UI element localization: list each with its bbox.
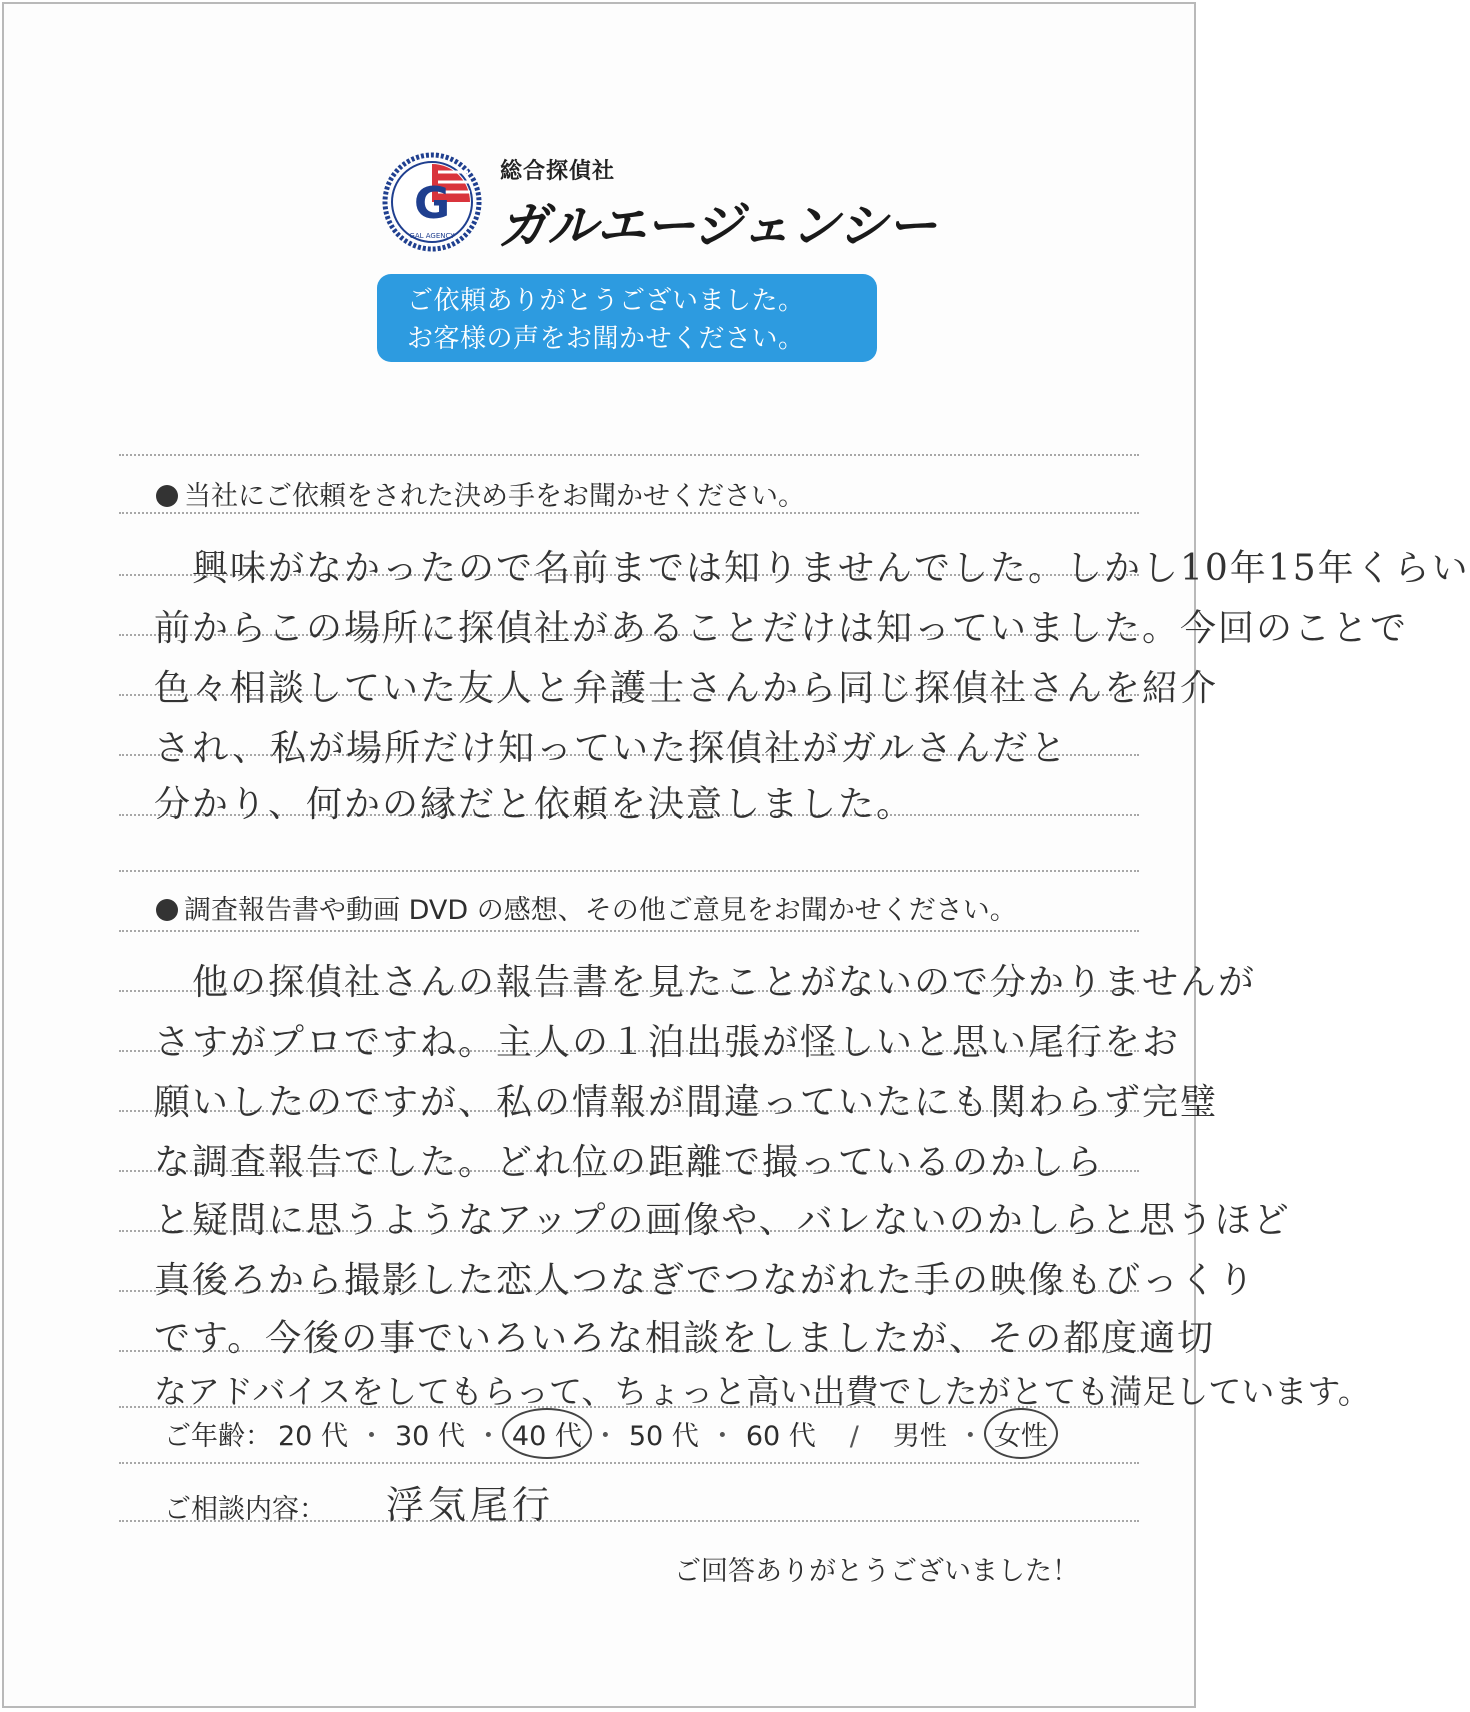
question-2 [156, 888, 1017, 927]
answer-2-line: 真後ろから撮影した恋人つなぎでつながれた手の映像もびっくり [154, 1260, 1257, 1301]
thanks-banner [377, 274, 877, 362]
answer-1-line: 分かり、何かの縁だと依頼を決意しました。 [154, 784, 915, 825]
age-option-30[interactable]: 30 代 [394, 1421, 465, 1452]
questionnaire-sheet [2, 2, 1470, 1708]
banner-line-2: お客様の声をお聞かせください。 [407, 324, 805, 354]
answer-2-line: と疑問に思うようなアップの画像や、バレないのかしらと思うほど [154, 1200, 1291, 1241]
age-option-40-selected[interactable]: 40 代 [506, 1414, 588, 1453]
answer-2-line: 他の探偵社さんの報告書を見たことがないので分かりませんが [154, 962, 1257, 1003]
svg-text:G: G [413, 178, 451, 229]
bullet-icon [156, 899, 178, 921]
question-1 [156, 474, 805, 513]
gender-separator: / [849, 1421, 859, 1452]
rule-line [119, 454, 1139, 456]
company-subtitle: 総合探偵社 [500, 159, 616, 184]
question-1-label: 当社にご依頼をされた決め手をお聞かせください。 [184, 481, 805, 512]
consult-label: ご相談内容： [164, 1494, 326, 1525]
banner-line-1: ご依頼ありがとうございました。 [407, 286, 805, 316]
answer-1-line: 前からこの場所に探偵社があることだけは知っていました。今回のことで [154, 608, 1409, 649]
answer-2-line: 願いしたのですが、私の情報が間違っていたにも関わらず完璧 [154, 1082, 1219, 1123]
age-option-20[interactable]: 20 代 [278, 1421, 348, 1452]
answer-1-line: 興味がなかったので名前までは知りませんでした。しかし10年15年くらい [154, 548, 1470, 589]
answer-1-line: 色々相談していた友人と弁護士さんから同じ探偵社さんを紹介 [154, 668, 1219, 709]
consult-row [164, 1474, 554, 1529]
consult-value: 浮気尾行 [386, 1483, 555, 1527]
bullet-icon [156, 485, 178, 507]
rule-line [119, 870, 1139, 872]
age-option-60[interactable]: 60 代 [745, 1421, 816, 1452]
answer-2-line: さすがプロですね。主人の１泊出張が怪しいと思い尾行をお [154, 1022, 1181, 1063]
answer-2-line: な調査報告でした。どれ位の距離で撮っているのかしら [154, 1142, 1105, 1183]
age-label: ご年齢： [164, 1421, 272, 1452]
age-gender-row: ご年齢： 20 代 ・ 30 代 ・ 40 代 ・ 50 代 ・ 60 代 / 男性 ・ 女性 [164, 1414, 1054, 1453]
answer-2-line: です。今後の事でいろいろな相談をしましたが、その都度適切 [154, 1318, 1216, 1359]
answer-2-line: なアドバイスをしてもらって、ちょっと高い出費でしたがとても満足しています。 [154, 1372, 1371, 1411]
age-option-50[interactable]: 50 代 [628, 1421, 699, 1452]
closing-thanks: ご回答ありがとうございました！ [674, 1556, 1079, 1587]
answer-1-line: され、私が場所だけ知っていた探偵社がガルさんだと [154, 728, 1069, 769]
gender-option-male[interactable]: 男性 [892, 1421, 947, 1452]
gender-option-female-selected[interactable]: 女性 [988, 1414, 1054, 1453]
rule-line [119, 930, 1139, 932]
gal-agency-globe-logo [382, 152, 482, 252]
rule-line [119, 1462, 1139, 1464]
svg-text:GAL AGENCY: GAL AGENCY [409, 232, 455, 240]
question-2-label: 調査報告書や動画 DVD の感想、その他ご意見をお聞かせください。 [184, 895, 1017, 926]
company-name: ガルエージェンシー [498, 197, 936, 255]
